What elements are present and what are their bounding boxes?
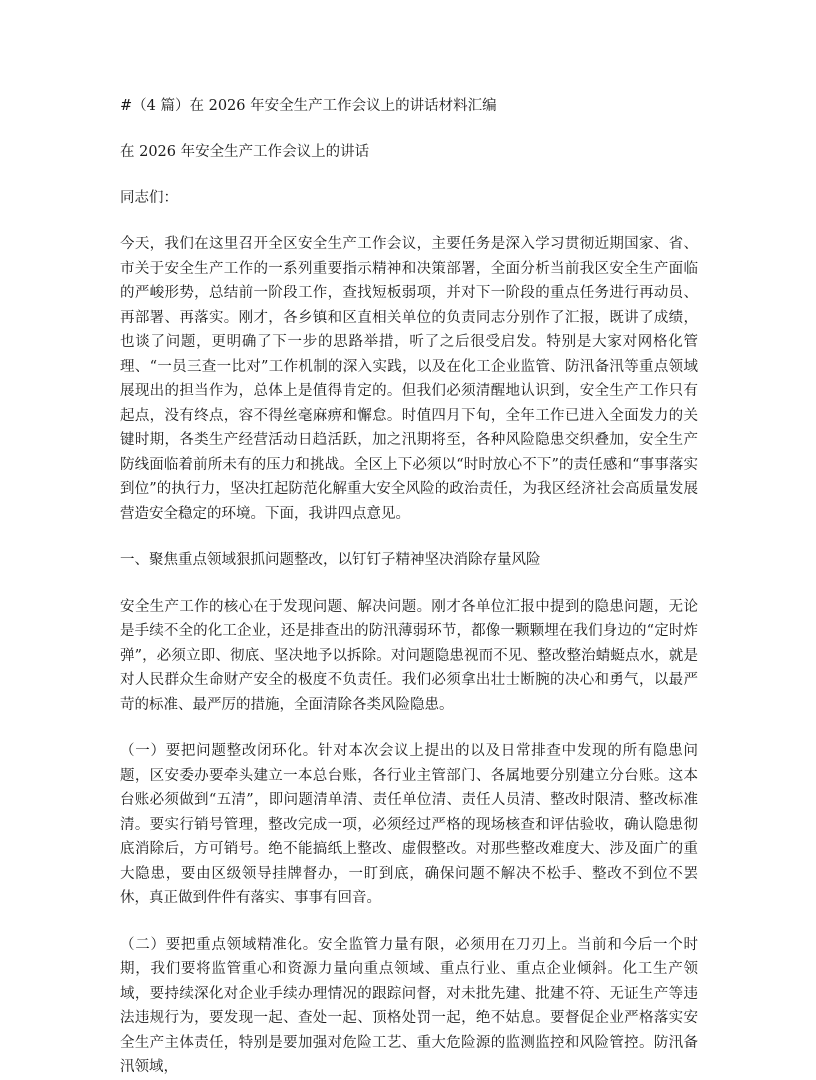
paragraph-section-1: 安全生产工作的核心在于发现问题、解决问题。刚才各单位汇报中提到的隐患问题，无论是手续不全的化工企业，还是排查出的防汛薄弱环节，都像一颗颗埋在我们身边的“定时炸弹”，必须立即、彻底、坚决地予以拆除。对问题隐患视而不见、整改整治蜻蜓点水，就是对人民群众生命财产安全的极度不负责任。我们必须拿出壮士断腕的决心和勇气，以最严苛的标准、最严厉的措施，全面清除各类风险隐患。 — [120, 598, 698, 713]
section-heading-1: 一、聚焦重点领域狠抓问题整改，以钉钉子精神坚决消除存量风险 — [120, 552, 541, 568]
speech-title: 在 2026 年安全生产工作会议上的讲话 — [120, 144, 370, 160]
document-body — [120, 94, 698, 1080]
collection-title: #（4 篇）在 2026 年安全生产工作会议上的讲话材料汇编 — [120, 98, 497, 114]
paragraph-point-2: （二）要把重点领域精准化。安全监管力量有限，必须用在刀刃上。当前和今后一个时期，我们要将监管重心和资源力量向重点领域、重点行业、重点企业倾斜。化工生产领域，要持续深化对企业手续办理情况的跟踪问督，对未批先建、批建不符、无证生产等违法违规行为，要发现一起、查处一起、顶格处罚一起，绝不姑息。要督促企业严格落实安全生产主体责任，特别是要加强对危险工艺、重大危险源的监测监控和风险管控。防汛备汛领域， — [120, 936, 698, 1075]
paragraph-intro: 今天，我们在这里召开全区安全生产工作会议，主要任务是深入学习贯彻近期国家、省、市关于安全生产工作的一系列重要指示精神和决策部署，全面分析当前我区安全生产面临的严峻形势，总结前一阶段工作，查找短板弱项，并对下一阶段的重点任务进行再动员、再部署、再落实。刚才，各乡镇和区直相关单位的负责同志分别作了汇报，既讲了成绩，也谈了问题，更明确了下一步的思路举措，听了之后很受启发。特别是大家对网格化管理、“一员三查一比对”工作机制的深入实践，以及在化工企业监管、防汛备汛等重点领域展现出的担当作为，总体上是值得肯定的。但我们必须清醒地认识到，安全生产工作只有起点，没有终点，容不得丝毫麻痹和懈怠。时值四月下旬，全年工作已进入全面发力的关键时期，各类生产经营活动日趋活跃，加之汛期将至，各种风险隐患交织叠加，安全生产防线面临着前所未有的压力和挑战。全区上下必须以“时时放心不下”的责任感和“事事落实到位”的执行力，坚决扛起防范化解重大安全风险的政治责任，为我区经济社会高质量发展营造安全稳定的环境。下面，我讲四点意见。 — [120, 236, 698, 522]
salutation: 同志们： — [120, 190, 178, 206]
paragraph-point-1: （一）要把问题整改闭环化。针对本次会议上提出的以及日常排查中发现的所有隐患问题，区安委办要牵头建立一本总台账，各行业主管部门、各属地要分别建立分台账。这本台账必须做到“五清”，即问题清单清、责任单位清、责任人员清、整改时限清、整改标准清。要实行销号管理，整改完成一项，必须经过严格的现场核查和评估验收，确认隐患彻底消除后，方可销号。绝不能搞纸上整改、虚假整改。对那些整改难度大、涉及面广的重大隐患，要由区级领导挂牌督办，一盯到底，确保问题不解决不松手、整改不到位不罢休，真正做到件件有落实、事事有回音。 — [120, 743, 698, 906]
